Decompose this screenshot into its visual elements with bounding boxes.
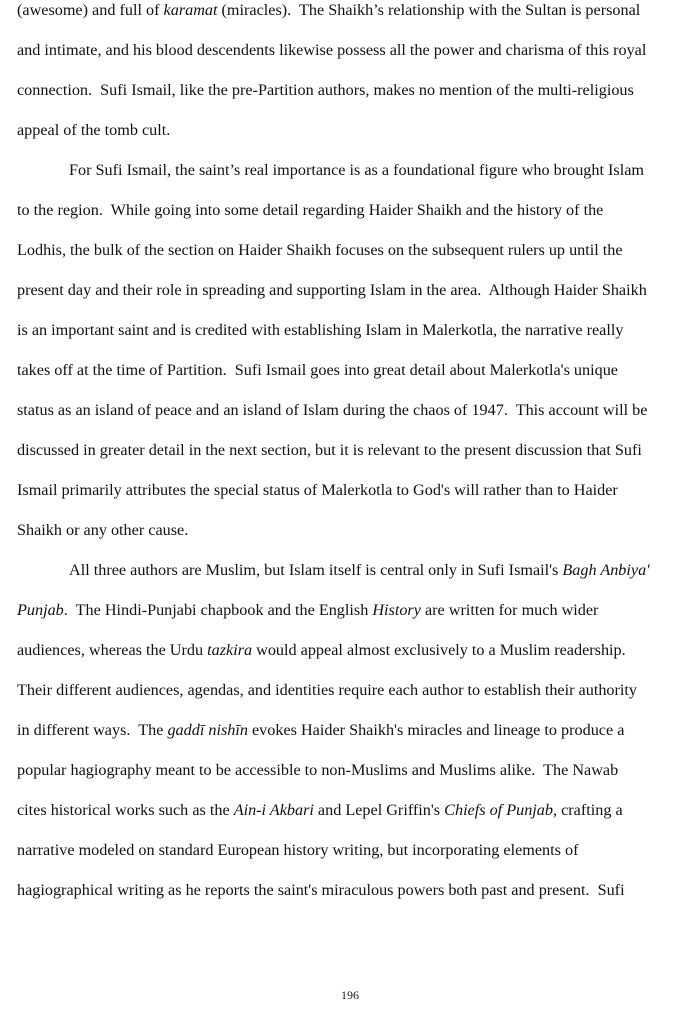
text-line <box>17 520 188 540</box>
text-run: (miracles). The Shaikh’s relationship with the Sultan is personal <box>217 1 641 19</box>
text-run: . The Hindi-Punjabi chapbook and the English <box>63 601 373 619</box>
italic-title-bagh-anbiya: Bagh Anbiya' <box>562 561 650 579</box>
paragraph-first-line <box>69 160 644 180</box>
text-line <box>17 480 618 500</box>
text-run: present day and their role in spreading and supporting Islam in the area. Although Haider Shaikh <box>17 281 647 299</box>
text-run: appeal of the tomb cult. <box>17 121 171 139</box>
text-run: would appeal almost exclusively to a Muslim readership. <box>252 641 626 659</box>
text-line <box>17 840 578 860</box>
text-line <box>17 280 647 300</box>
text-line <box>17 0 640 20</box>
text-run: cites historical works such as the <box>17 801 234 819</box>
italic-title-history: History <box>372 601 421 619</box>
page-number: 196 <box>341 988 359 1002</box>
text-run: Their different audiences, agendas, and identities require each author to establish their authority <box>17 681 637 699</box>
text-run: is an important saint and is credited with establishing Islam in Malerkotla, the narrative really <box>17 321 624 339</box>
italic-title-ain-i-akbari: Ain-i Akbari <box>233 801 314 819</box>
text-run: takes off at the time of Partition. Sufi Ismail goes into great detail about Malerkotla's unique <box>17 361 618 379</box>
text-run: hagiographical writing as he reports the saint's miraculous powers both past and present. Sufi <box>17 881 625 899</box>
text-run: (awesome) and full of <box>17 1 164 19</box>
text-line <box>17 440 642 460</box>
paragraph-first-line <box>69 560 650 580</box>
text-run: and intimate, and his blood descendents likewise possess all the power and charisma of this royal <box>17 41 647 59</box>
text-run: to the region. While going into some detail regarding Haider Shaikh and the history of the <box>17 201 604 219</box>
text-run: Shaikh or any other cause. <box>17 521 189 539</box>
text-run: audiences, whereas the Urdu <box>17 641 208 659</box>
text-run: evokes Haider Shaikh's miracles and lineage to produce a <box>247 721 625 739</box>
text-run: and Lepel Griffin's <box>313 801 445 819</box>
text-line <box>17 680 637 700</box>
text-line <box>17 720 624 740</box>
text-line <box>17 200 603 220</box>
text-run: status as an island of peace and an island of Islam during the chaos of 1947. This account will be <box>17 401 648 419</box>
text-run: popular hagiography meant to be accessible to non-Muslims and Muslims alike. The Nawab <box>17 761 619 779</box>
italic-term-tazkira: tazkira <box>207 641 253 659</box>
text-line <box>17 120 170 140</box>
text-run: are written for much wider <box>420 601 599 619</box>
italic-title-chiefs-of-punjab: Chiefs of Punjab <box>444 801 553 819</box>
text-run: , crafting a <box>553 801 623 819</box>
text-run: All three authors are Muslim, but Islam itself is central only in Sufi Ismail's <box>69 561 563 579</box>
text-run: discussed in greater detail in the next section, but it is relevant to the present discussion that Sufi <box>17 441 642 459</box>
text-run: narrative modeled on standard European history writing, but incorporating elements of <box>17 841 579 859</box>
text-line <box>17 640 626 660</box>
text-line <box>17 400 647 420</box>
text-run: Ismail primarily attributes the special status of Malerkotla to God's will rather than to Haider <box>17 481 618 499</box>
text-line <box>17 40 646 60</box>
text-run: Lodhis, the bulk of the section on Haider Shaikh focuses on the subsequent rulers up until the <box>17 241 623 259</box>
text-line <box>17 320 623 340</box>
text-run: connection. Sufi Ismail, like the pre-Partition authors, makes no mention of the multi-religious <box>17 81 634 99</box>
text-line <box>17 800 623 820</box>
text-run: in different ways. The <box>17 721 168 739</box>
text-line <box>17 600 598 620</box>
text-line <box>17 360 618 380</box>
text-line <box>17 80 634 100</box>
text-line <box>17 760 618 780</box>
text-line <box>17 240 623 260</box>
italic-term-karamat: karamat <box>163 1 218 19</box>
text-line <box>17 880 625 900</box>
italic-term-gaddi-nishin: gaddī nishīn <box>167 721 248 739</box>
text-run: For Sufi Ismail, the saint’s real importance is as a foundational figure who brought Islam <box>69 161 644 179</box>
italic-title-punjab: Punjab <box>17 601 64 619</box>
